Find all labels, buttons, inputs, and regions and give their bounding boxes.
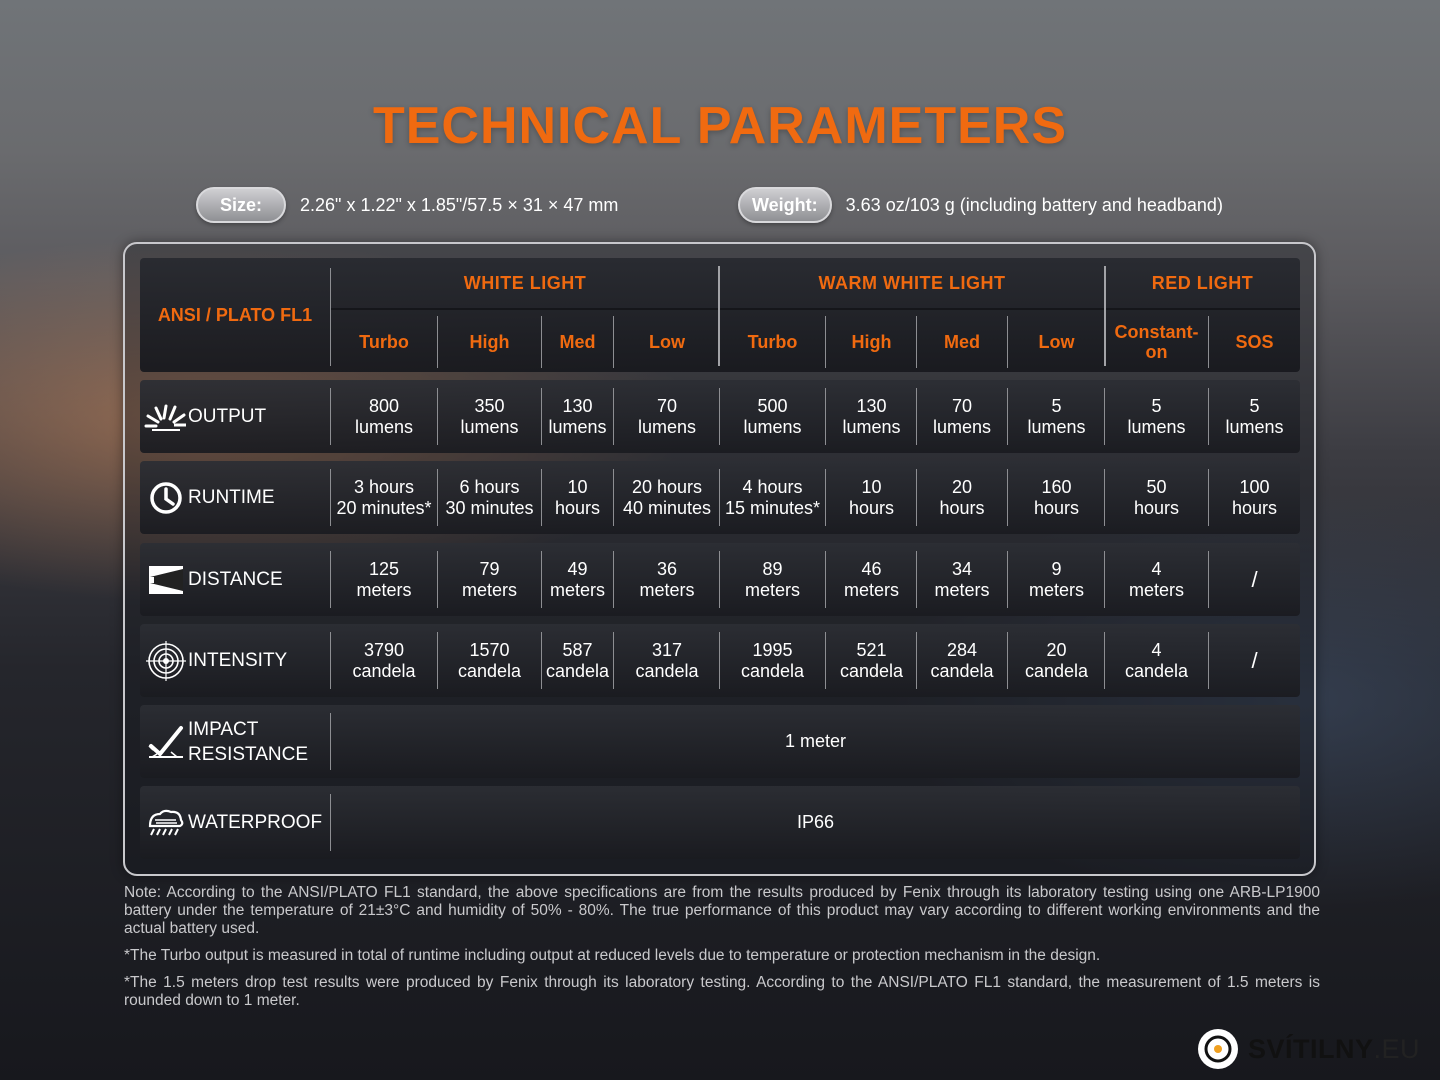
size-spec: [196, 186, 618, 224]
column-divider: [1007, 388, 1008, 445]
table-cell: 587 candela: [545, 639, 610, 681]
brand-logo-icon: [1198, 1029, 1238, 1069]
column-divider: [825, 469, 826, 526]
row-label: DISTANCE: [188, 569, 283, 590]
table-cell: 125 meters: [356, 558, 412, 600]
table-cell: 46 meters: [843, 558, 899, 600]
row-label-cell: [140, 380, 330, 453]
table-row-distance: [140, 543, 1300, 616]
size-label-pill: Size:: [196, 187, 286, 223]
table-cell: 34 meters: [934, 558, 990, 600]
table-cell: 70 lumens: [637, 395, 697, 437]
column-divider: [613, 632, 614, 689]
brand-watermark: [1198, 1028, 1420, 1070]
table-cell: 284 candela: [930, 639, 994, 681]
column-divider: [613, 388, 614, 445]
brand-name-main: SVÍTILNY: [1248, 1033, 1374, 1064]
table-cell: 9 meters: [1028, 558, 1084, 600]
table-cell: 79 meters: [461, 558, 517, 600]
table-cell: 1995 candela: [740, 639, 805, 681]
table-cell: 160 hours: [1033, 476, 1080, 518]
column-divider: [825, 632, 826, 689]
note-drop-test: *The 1.5 meters drop test results were produced by Fenix through its laboratory testing. According to the ANSI/PLATO FL1 standard, the measurement of 1.5 meters is rounded down to 1 meter.: [124, 974, 1320, 1009]
group-warm-white-light: WARM WHITE LIGHT: [818, 273, 1006, 293]
note-turbo: *The Turbo output is measured in total of runtime including output at reduced levels due to temperature or protection mechanism in the design.: [124, 947, 1101, 964]
impact-label: IMPACT RESISTANCE: [188, 718, 309, 765]
table-cell: 20 hours 40 minutes: [622, 476, 712, 518]
column-divider: [825, 551, 826, 608]
table-cell: /: [1251, 567, 1258, 592]
table-cell: 20 candela: [1024, 639, 1089, 681]
table-row-intensity: [140, 624, 1300, 697]
table-cell: 5 lumens: [1127, 395, 1186, 437]
table-cell: 4 meters: [1128, 558, 1184, 600]
table-cell: 6 hours 30 minutes: [445, 476, 534, 518]
table-row-runtime: [140, 461, 1300, 534]
table-cell: 3790 candela: [352, 639, 416, 681]
table-cell: 70 lumens: [932, 395, 992, 437]
table-cell: 350 lumens: [460, 395, 519, 437]
impact-row: [140, 705, 1300, 778]
beam-icon: [144, 560, 188, 600]
table-corner-label: ANSI / PLATO FL1: [157, 305, 313, 325]
mode-header: Med: [559, 332, 596, 352]
table-cell: 1570 candela: [457, 639, 522, 681]
row-label: INTENSITY: [188, 650, 288, 671]
waterproof-row: [140, 786, 1300, 859]
table-cell: 5 lumens: [1225, 395, 1284, 437]
weight-value: 3.63 oz/103 g (including battery and headband): [845, 194, 1223, 215]
table-cell: 317 candela: [635, 639, 699, 681]
weight-label-pill: Weight:: [738, 187, 832, 223]
table-cell: 800 lumens: [354, 395, 414, 437]
mode-header: Turbo: [747, 332, 798, 352]
water-icon: [144, 803, 188, 843]
column-divider: [613, 316, 614, 368]
footnotes: [124, 884, 1320, 1019]
group-red-light: RED LIGHT: [1151, 273, 1254, 293]
size-value: 2.26" x 1.22" x 1.85"/57.5 × 31 × 47 mm: [300, 194, 619, 215]
table-cell: 20 hours: [939, 476, 985, 518]
mode-header: High: [469, 332, 510, 352]
group-white-light: WHITE LIGHT: [463, 273, 587, 293]
column-divider: [1007, 469, 1008, 526]
impact-value: 1 meter: [784, 731, 847, 751]
table-cell: 50 hours: [1133, 476, 1180, 518]
table-cell: 49 meters: [549, 558, 605, 600]
table-cell: 521 candela: [839, 639, 904, 681]
waterproof-value: IP66: [796, 812, 835, 832]
waterproof-label: WATERPROOF: [188, 812, 323, 833]
waterproof-label-cell: [140, 786, 330, 859]
column-divider: [1007, 551, 1008, 608]
table-cell: 36 meters: [639, 558, 695, 600]
mode-header: High: [851, 332, 892, 352]
mode-header: SOS: [1235, 332, 1274, 352]
table-row-output: [140, 380, 1300, 453]
weight-spec: [738, 186, 1223, 224]
mode-header: Med: [944, 332, 980, 352]
burst-icon: [144, 397, 188, 437]
column-divider: [613, 469, 614, 526]
brand-tld: .EU: [1373, 1033, 1421, 1064]
clock-icon: [144, 478, 188, 518]
mode-header: Turbo: [359, 332, 409, 352]
row-label-cell: [140, 543, 330, 616]
table-cell: 10 hours: [554, 476, 601, 518]
mode-header: Low: [1038, 332, 1075, 352]
table-cell: /: [1251, 648, 1258, 673]
table-cell: 130 lumens: [548, 395, 607, 437]
target-icon: [144, 641, 188, 681]
group-underline: [331, 308, 1300, 310]
brand-name: [1248, 1034, 1420, 1065]
row-label-cell: [140, 624, 330, 697]
row-label: RUNTIME: [188, 487, 275, 508]
table-cell: 5 lumens: [1027, 395, 1086, 437]
table-cell: 10 hours: [848, 476, 895, 518]
page-title: TECHNICAL PARAMETERS: [372, 97, 1068, 155]
column-divider: [1007, 316, 1008, 368]
table-cell: 3 hours 20 minutes*: [336, 476, 432, 518]
column-divider: [613, 551, 614, 608]
row-label: OUTPUT: [188, 406, 267, 427]
table-cell: 130 lumens: [842, 395, 901, 437]
note-main: Note: According to the ANSI/PLATO FL1 standard, the above specifications are from the results produced by Fenix through its laboratory testing using one ARB-LP1900 battery under the temperature of 21±3°C and humidity of 50% - 80%. The true performance of this product may vary according to different working environments and the actual battery used.: [124, 884, 1320, 937]
impact-label-cell: [140, 705, 330, 778]
table-cell: 500 lumens: [743, 395, 802, 437]
column-divider: [1007, 632, 1008, 689]
impact-icon: [144, 722, 188, 762]
mode-header: Low: [649, 332, 685, 352]
table-cell: 100 hours: [1231, 476, 1278, 518]
row-label-cell: [140, 461, 330, 534]
mode-header: Constant- on: [1114, 322, 1199, 362]
table-cell: 4 hours 15 minutes*: [724, 476, 821, 518]
column-divider: [825, 316, 826, 368]
table-cell: 4 candela: [1124, 639, 1189, 681]
table-cell: 89 meters: [744, 558, 800, 600]
column-divider: [825, 388, 826, 445]
